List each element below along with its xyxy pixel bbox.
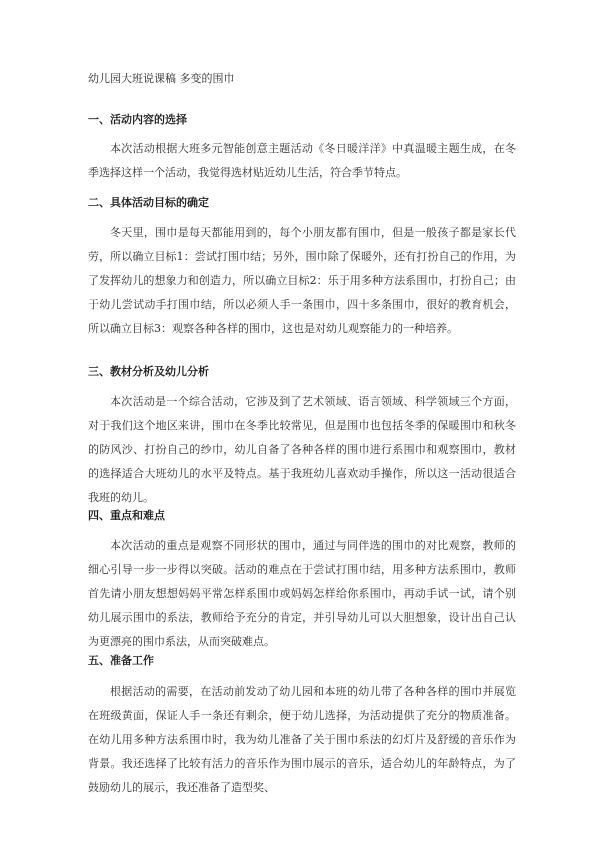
section-paragraph-preparation: 根据活动的需要，在活动前发动了幼儿园和本班的幼儿带了各种各样的围巾并展览在班级黄面，保证人手一条还有剩余，便于幼儿选择，为活动提供了充分的物质准备。在幼儿用多种方法系围巾时，我为幼儿准备了关于围巾系法的幻灯片及舒缓的音乐作为背景。我还选择了比较有活力的音乐作为围巾展示的音乐，适合幼儿的年龄特点，为了鼓励幼儿的展示，我还准备了造型奖、 [88, 685, 516, 794]
section-heading-material-analysis: 三、教材分析及幼儿分析 [88, 365, 209, 378]
section-paragraph-key-points: 本次活动的重点是观察不同形状的围巾，通过与同伴选的围巾的对比观察，教师的细心引导一步一步得以突破。活动的难点在于尝试打围巾结，用多种方法系围巾，教师首先请小朋友想想妈妈平常怎样系围巾或妈妈怎样给你系围巾，再动手试一试，请个别幼儿展示围巾的系法，教师给予充分的肯定，并引导幼儿可以大胆想象，设计出自己认为更漂亮的围巾系法，从而突破难点。 [88, 539, 516, 648]
section-paragraph-content-selection: 本次活动根据大班多元智能创意主题活动《冬日暖洋洋》中真温暖主题生成，在冬季选择这样一个活动，我觉得选材贴近幼儿生活，符合季节特点。 [88, 142, 516, 179]
section-heading-content-selection: 一、活动内容的选择 [88, 113, 187, 126]
section-paragraph-objectives: 冬天里，围巾是每天都能用到的，每个小朋友都有围巾，但是一般孩子都是家长代劳，所以确立目标1：尝试打围巾结；另外，围巾除了保暖外，还有打扮自己的作用，为了发挥幼儿的想象力和创造力，所以确立目标2：乐于用多种方法系围巾，打扮自己；由于幼儿尝试动手打围巾结，所以必须人手一条围巾，四十多条围巾，很好的教育机会，所以确立目标3：观察各种各样的围巾，这也是对幼儿观察能力的一种培养。 [88, 226, 516, 335]
section-heading-key-points: 四、重点和难点 [88, 509, 165, 522]
document-title: 幼儿园大班说课稿 多变的围巾 [88, 72, 235, 85]
section-heading-preparation: 五、准备工作 [88, 654, 154, 667]
section-paragraph-material-analysis: 本次活动是一个综合活动，它涉及到了艺术领域、语言领域、科学领域三个方面，对于我们这个地区来讲，围巾在冬季比较常见，但是围巾也包括冬季的保暖围巾和秋冬的防风沙、打扮自己的纱巾，幼儿自备了各种各样的围巾进行系围巾和观察围巾，教材的选择适合大班幼儿的水平及特点。基于我班幼儿喜欢动手操作，所以这一活动很适合我班的幼儿。 [88, 395, 516, 504]
section-heading-objectives: 二、具体活动目标的确定 [88, 196, 209, 209]
